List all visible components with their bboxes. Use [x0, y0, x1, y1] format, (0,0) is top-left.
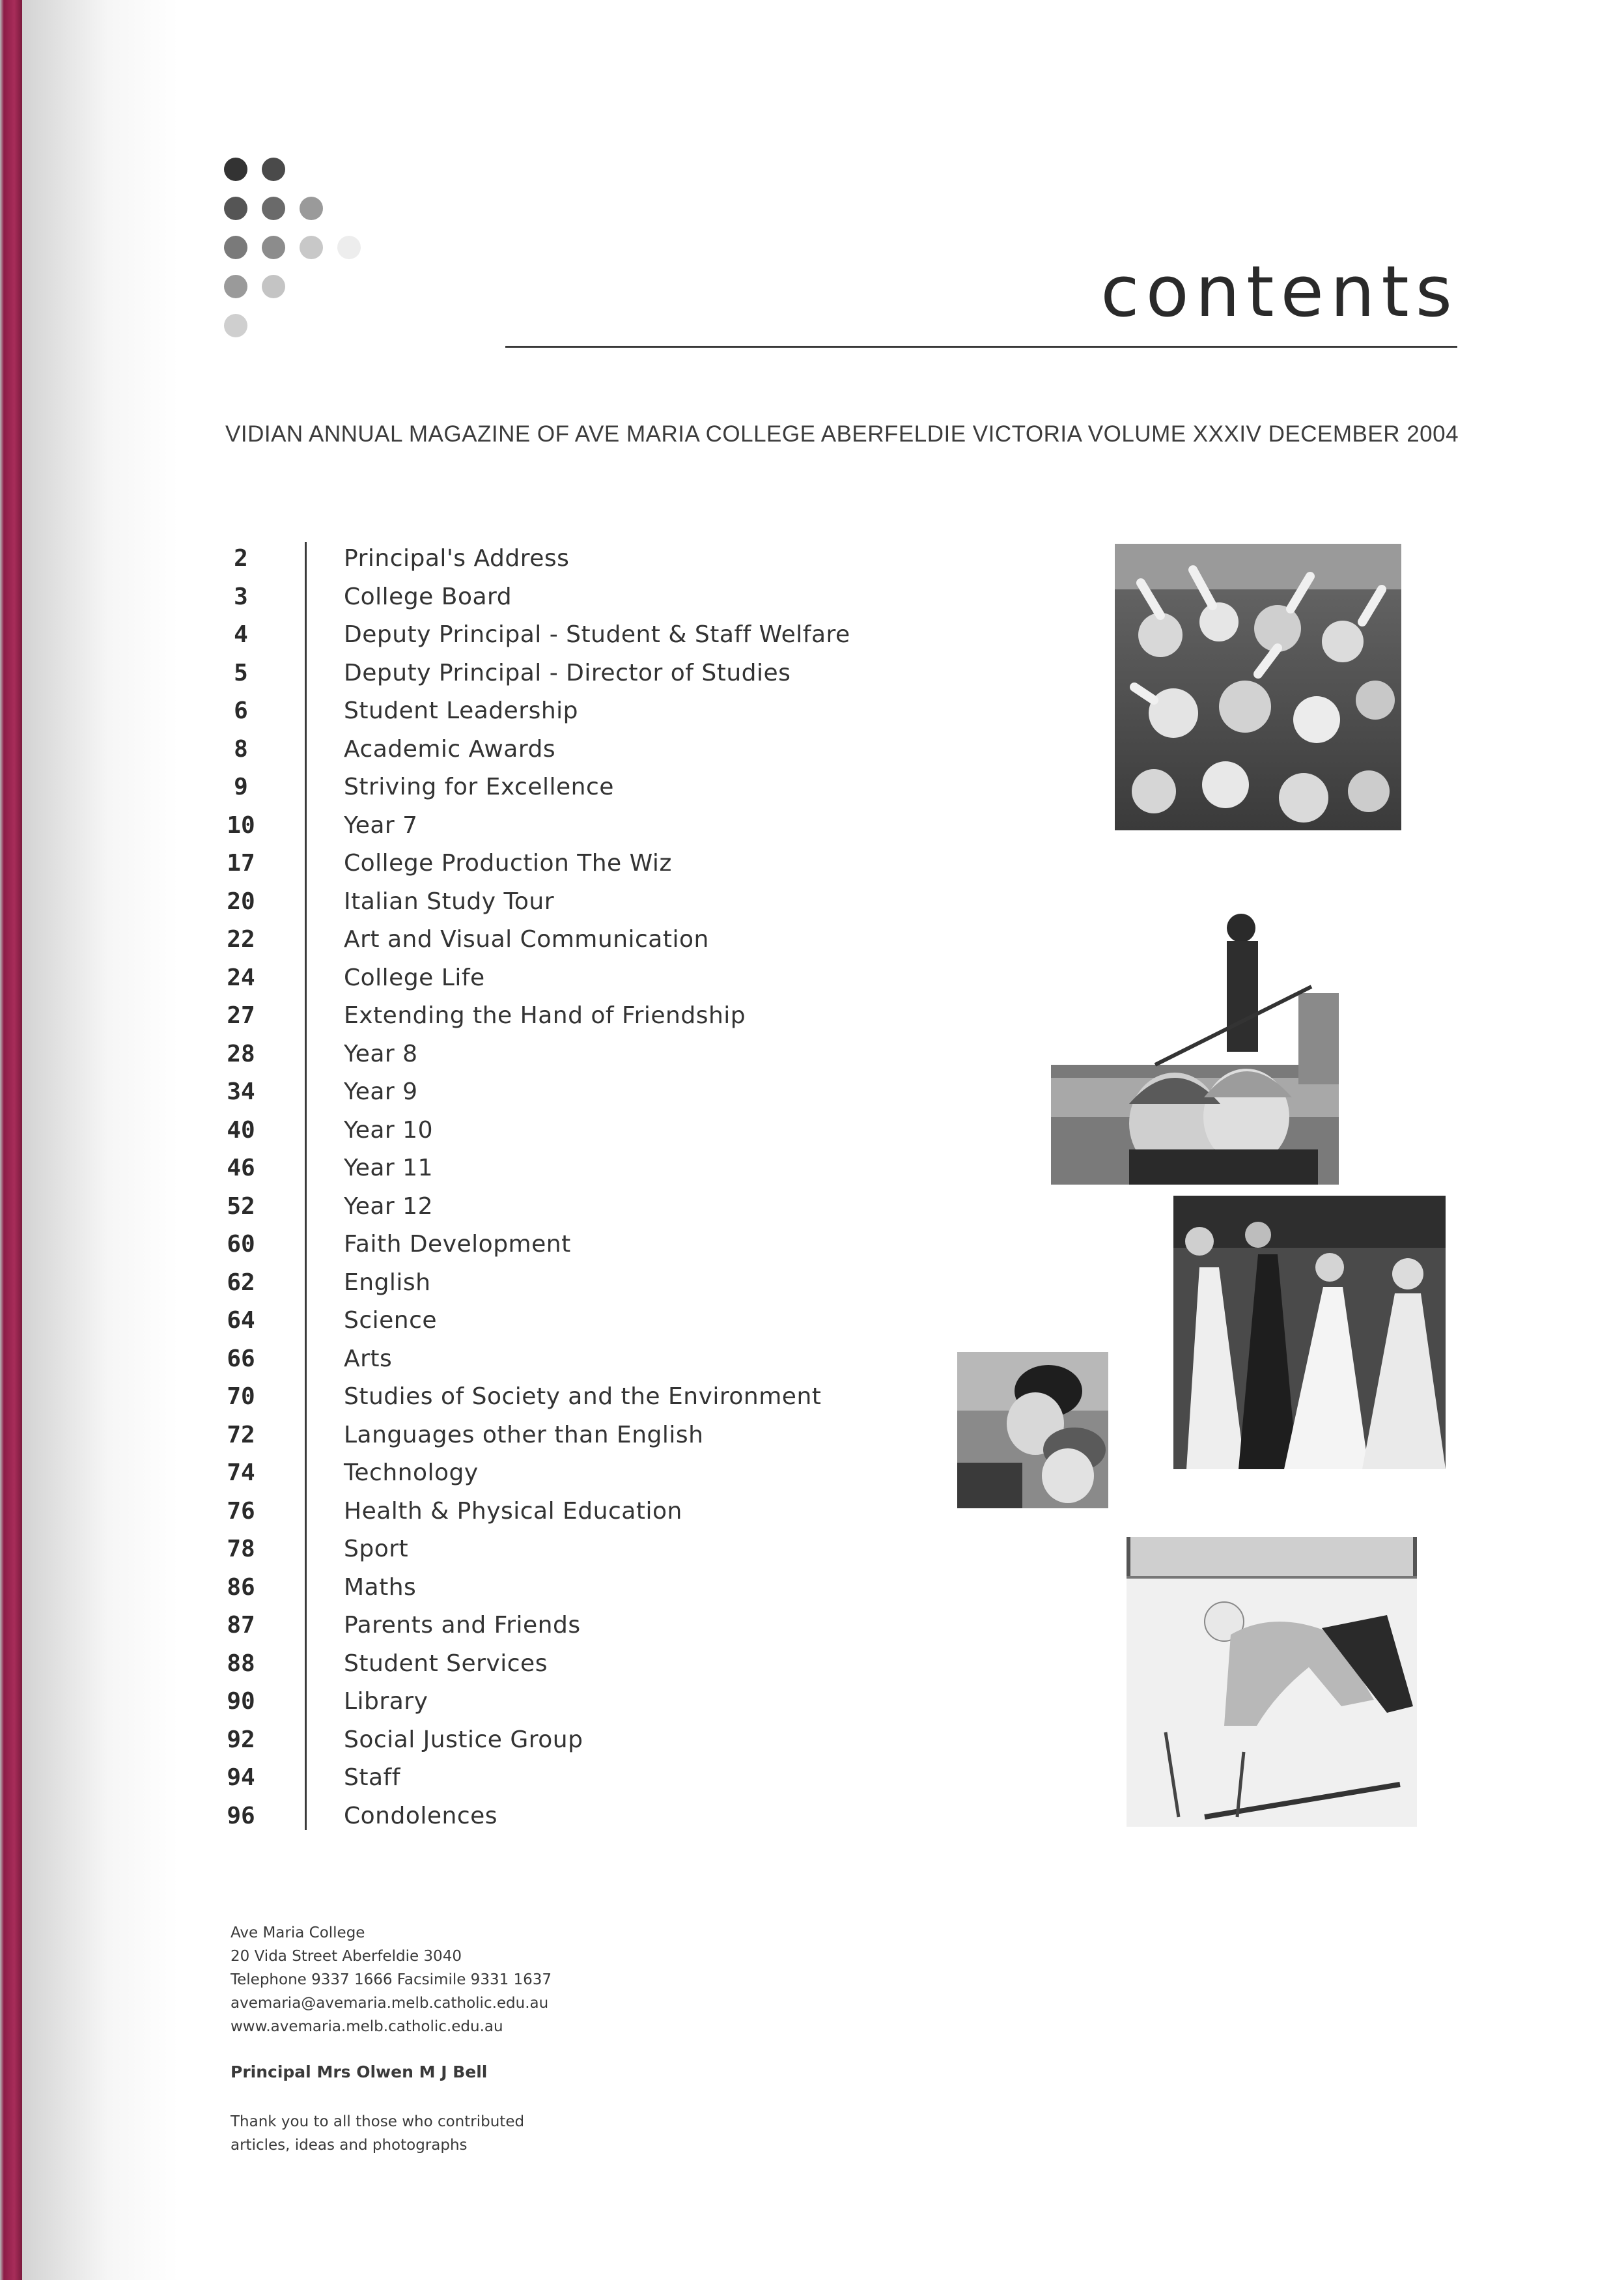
toc-page-number: 78 — [227, 1536, 255, 1562]
toc-entry — [208, 692, 990, 731]
toc-section-title: Faith Development — [344, 1231, 571, 1258]
toc-entry — [208, 807, 990, 845]
toc-section-title: Arts — [344, 1345, 393, 1372]
photo-skiing-image — [1127, 1537, 1417, 1827]
photo-skiing — [1127, 1537, 1417, 1827]
dot — [224, 236, 247, 259]
footer-address-line: 20 Vida Street Aberfeldie 3040 — [231, 1948, 462, 1965]
toc-section-title: Studies of Society and the Environment — [344, 1383, 822, 1410]
toc-entry — [208, 1188, 990, 1226]
toc-page-number: 88 — [227, 1650, 255, 1677]
toc-entry — [208, 1607, 990, 1645]
toc-page-number: 92 — [227, 1726, 255, 1753]
toc-section-title: Extending the Hand of Friendship — [344, 1002, 746, 1029]
toc-section-title: Condolences — [344, 1802, 498, 1829]
toc-page-number: 90 — [227, 1688, 255, 1715]
toc-section-title: Year 7 — [344, 811, 418, 839]
toc-section-title: College Production The Wiz — [344, 850, 672, 877]
toc-section-title: College Life — [344, 964, 485, 991]
toc-entry — [208, 1035, 990, 1074]
toc-page-number: 24 — [227, 964, 255, 991]
toc-entry — [208, 654, 990, 693]
toc-page-number: 60 — [227, 1231, 255, 1258]
photo-students-cheering-image — [1115, 544, 1401, 830]
toc-entry — [208, 1149, 990, 1188]
toc-section-title: Academic Awards — [344, 735, 556, 763]
toc-entry — [208, 768, 990, 807]
toc-page-number: 4 — [234, 621, 248, 648]
toc-entry — [208, 1759, 990, 1797]
title-underline — [505, 346, 1457, 348]
footer-website: www.avemaria.melb.catholic.edu.au — [231, 2018, 503, 2035]
toc-page-number: 94 — [227, 1764, 255, 1791]
dot — [262, 275, 285, 298]
toc-entry — [208, 1797, 990, 1836]
toc-page-number: 74 — [227, 1459, 255, 1486]
dot — [337, 236, 361, 259]
toc-section-title: Year 11 — [344, 1155, 433, 1181]
toc-entry — [208, 1569, 990, 1607]
toc-entry — [208, 959, 990, 998]
toc-section-title: Year 8 — [344, 1040, 418, 1067]
toc-section-title: Technology — [344, 1459, 479, 1486]
photo-italian-study-tour-image — [1051, 908, 1339, 1185]
toc-entry — [208, 1721, 990, 1760]
toc-page-number: 52 — [227, 1192, 255, 1220]
toc-entry — [208, 1340, 990, 1379]
toc-page-number: 6 — [234, 697, 248, 724]
toc-section-title: Student Leadership — [344, 697, 579, 724]
toc-entry — [208, 540, 990, 578]
toc-entry — [208, 1454, 990, 1493]
toc-page-number: 17 — [227, 850, 255, 877]
toc-page-number: 64 — [227, 1307, 255, 1334]
toc-page-number: 40 — [227, 1116, 255, 1144]
dot — [262, 158, 285, 181]
toc-section-title: Art and Visual Communication — [344, 926, 709, 953]
toc-entry — [208, 1416, 990, 1455]
footer-address-line: Telephone 9337 1666 Facsimile 9331 1637 — [231, 1971, 552, 1988]
photo-students-beanies-image — [957, 1352, 1108, 1508]
dot — [224, 158, 247, 181]
toc-entry — [208, 883, 990, 922]
photo-debutante-ball — [1173, 1196, 1446, 1469]
toc-page-number: 28 — [227, 1040, 255, 1067]
toc-entry — [208, 1378, 990, 1416]
toc-section-title: Deputy Principal - Director of Studies — [344, 659, 791, 686]
toc-page-number: 10 — [227, 811, 255, 839]
toc-section-title: Staff — [344, 1764, 400, 1791]
magazine-subtitle: VIDIAN ANNUAL MAGAZINE OF AVE MARIA COLLEGE ABERFELDIE VICTORIA VOLUME XXXIV DECEMBER 2004 — [225, 421, 1459, 447]
toc-entry — [208, 997, 990, 1035]
toc-page-number: 8 — [234, 735, 248, 763]
footer-thanks-line: Thank you to all those who contributed — [231, 2113, 525, 2130]
toc-page-number: 72 — [227, 1421, 255, 1448]
toc-page-number: 46 — [227, 1155, 255, 1181]
toc-page-number: 3 — [234, 583, 248, 610]
toc-section-title: Languages other than English — [344, 1421, 704, 1448]
footer-address-line: Ave Maria College — [231, 1924, 365, 1941]
toc-page-number: 2 — [234, 545, 248, 572]
toc-entry — [208, 1645, 990, 1683]
toc-section-title: Italian Study Tour — [344, 888, 555, 915]
toc-section-title: Parents and Friends — [344, 1612, 581, 1639]
toc-entry — [208, 1530, 990, 1569]
page-footer — [231, 1921, 817, 2157]
toc-section-title: Maths — [344, 1573, 417, 1601]
toc-page-number: 22 — [227, 926, 255, 953]
toc-entry — [208, 1226, 990, 1264]
toc-entry — [208, 845, 990, 883]
toc-entry — [208, 1112, 990, 1150]
toc-entry — [208, 1683, 990, 1721]
toc-section-title: Social Justice Group — [344, 1726, 583, 1753]
dot — [300, 197, 323, 220]
toc-entry — [208, 1493, 990, 1531]
toc-section-title: Sport — [344, 1536, 409, 1562]
page-title: contents — [1100, 251, 1459, 333]
toc-entry — [208, 921, 990, 959]
toc-page-number: 9 — [234, 774, 248, 800]
photo-students-cheering — [1115, 544, 1401, 830]
toc-entry — [208, 731, 990, 769]
photo-italian-study-tour — [1051, 908, 1339, 1185]
toc-page-number: 86 — [227, 1573, 255, 1601]
toc-page-number: 27 — [227, 1002, 255, 1029]
toc-page-number: 66 — [227, 1345, 255, 1372]
dot — [224, 314, 247, 337]
toc-section-title: Year 10 — [344, 1116, 433, 1144]
dot — [262, 236, 285, 259]
toc-page-number: 70 — [227, 1383, 255, 1410]
toc-entry — [208, 1302, 990, 1340]
toc-page-number: 62 — [227, 1269, 255, 1296]
toc-section-title: Science — [344, 1307, 438, 1334]
toc-section-title: Year 9 — [344, 1078, 418, 1105]
toc-section-title: College Board — [344, 583, 512, 610]
toc-section-title: Deputy Principal - Student & Staff Welfare — [344, 621, 850, 648]
toc-page-number: 20 — [227, 888, 255, 915]
toc-section-title: Library — [344, 1688, 428, 1715]
toc-entry — [208, 616, 990, 654]
toc-section-title: English — [344, 1269, 431, 1296]
toc-entry — [208, 578, 990, 617]
toc-page-number: 76 — [227, 1497, 255, 1525]
toc-entry — [208, 1264, 990, 1302]
toc-section-title: Student Services — [344, 1650, 548, 1677]
footer-principal: Principal Mrs Olwen M J Bell — [231, 2062, 488, 2081]
toc-page-number: 5 — [234, 659, 248, 686]
footer-email: avemaria@avemaria.melb.catholic.edu.au — [231, 1995, 549, 2012]
page-gutter-shadow — [22, 0, 178, 2280]
dot — [300, 236, 323, 259]
binding-spine — [0, 0, 22, 2280]
toc-section-title: Principal's Address — [344, 545, 570, 572]
toc-page-number: 34 — [227, 1078, 255, 1105]
dot — [224, 275, 247, 298]
footer-thanks-line: articles, ideas and photographs — [231, 2137, 468, 2154]
toc-entry — [208, 1073, 990, 1112]
table-of-contents — [208, 540, 990, 1835]
toc-section-title: Year 12 — [344, 1192, 433, 1220]
toc-section-title: Striving for Excellence — [344, 774, 614, 800]
toc-page-number: 96 — [227, 1802, 255, 1829]
toc-section-title: Health & Physical Education — [344, 1497, 682, 1525]
toc-page-number: 87 — [227, 1612, 255, 1639]
dot — [262, 197, 285, 220]
photo-debutante-ball-image — [1173, 1196, 1446, 1469]
dot — [224, 197, 247, 220]
photo-students-beanies — [957, 1352, 1108, 1508]
